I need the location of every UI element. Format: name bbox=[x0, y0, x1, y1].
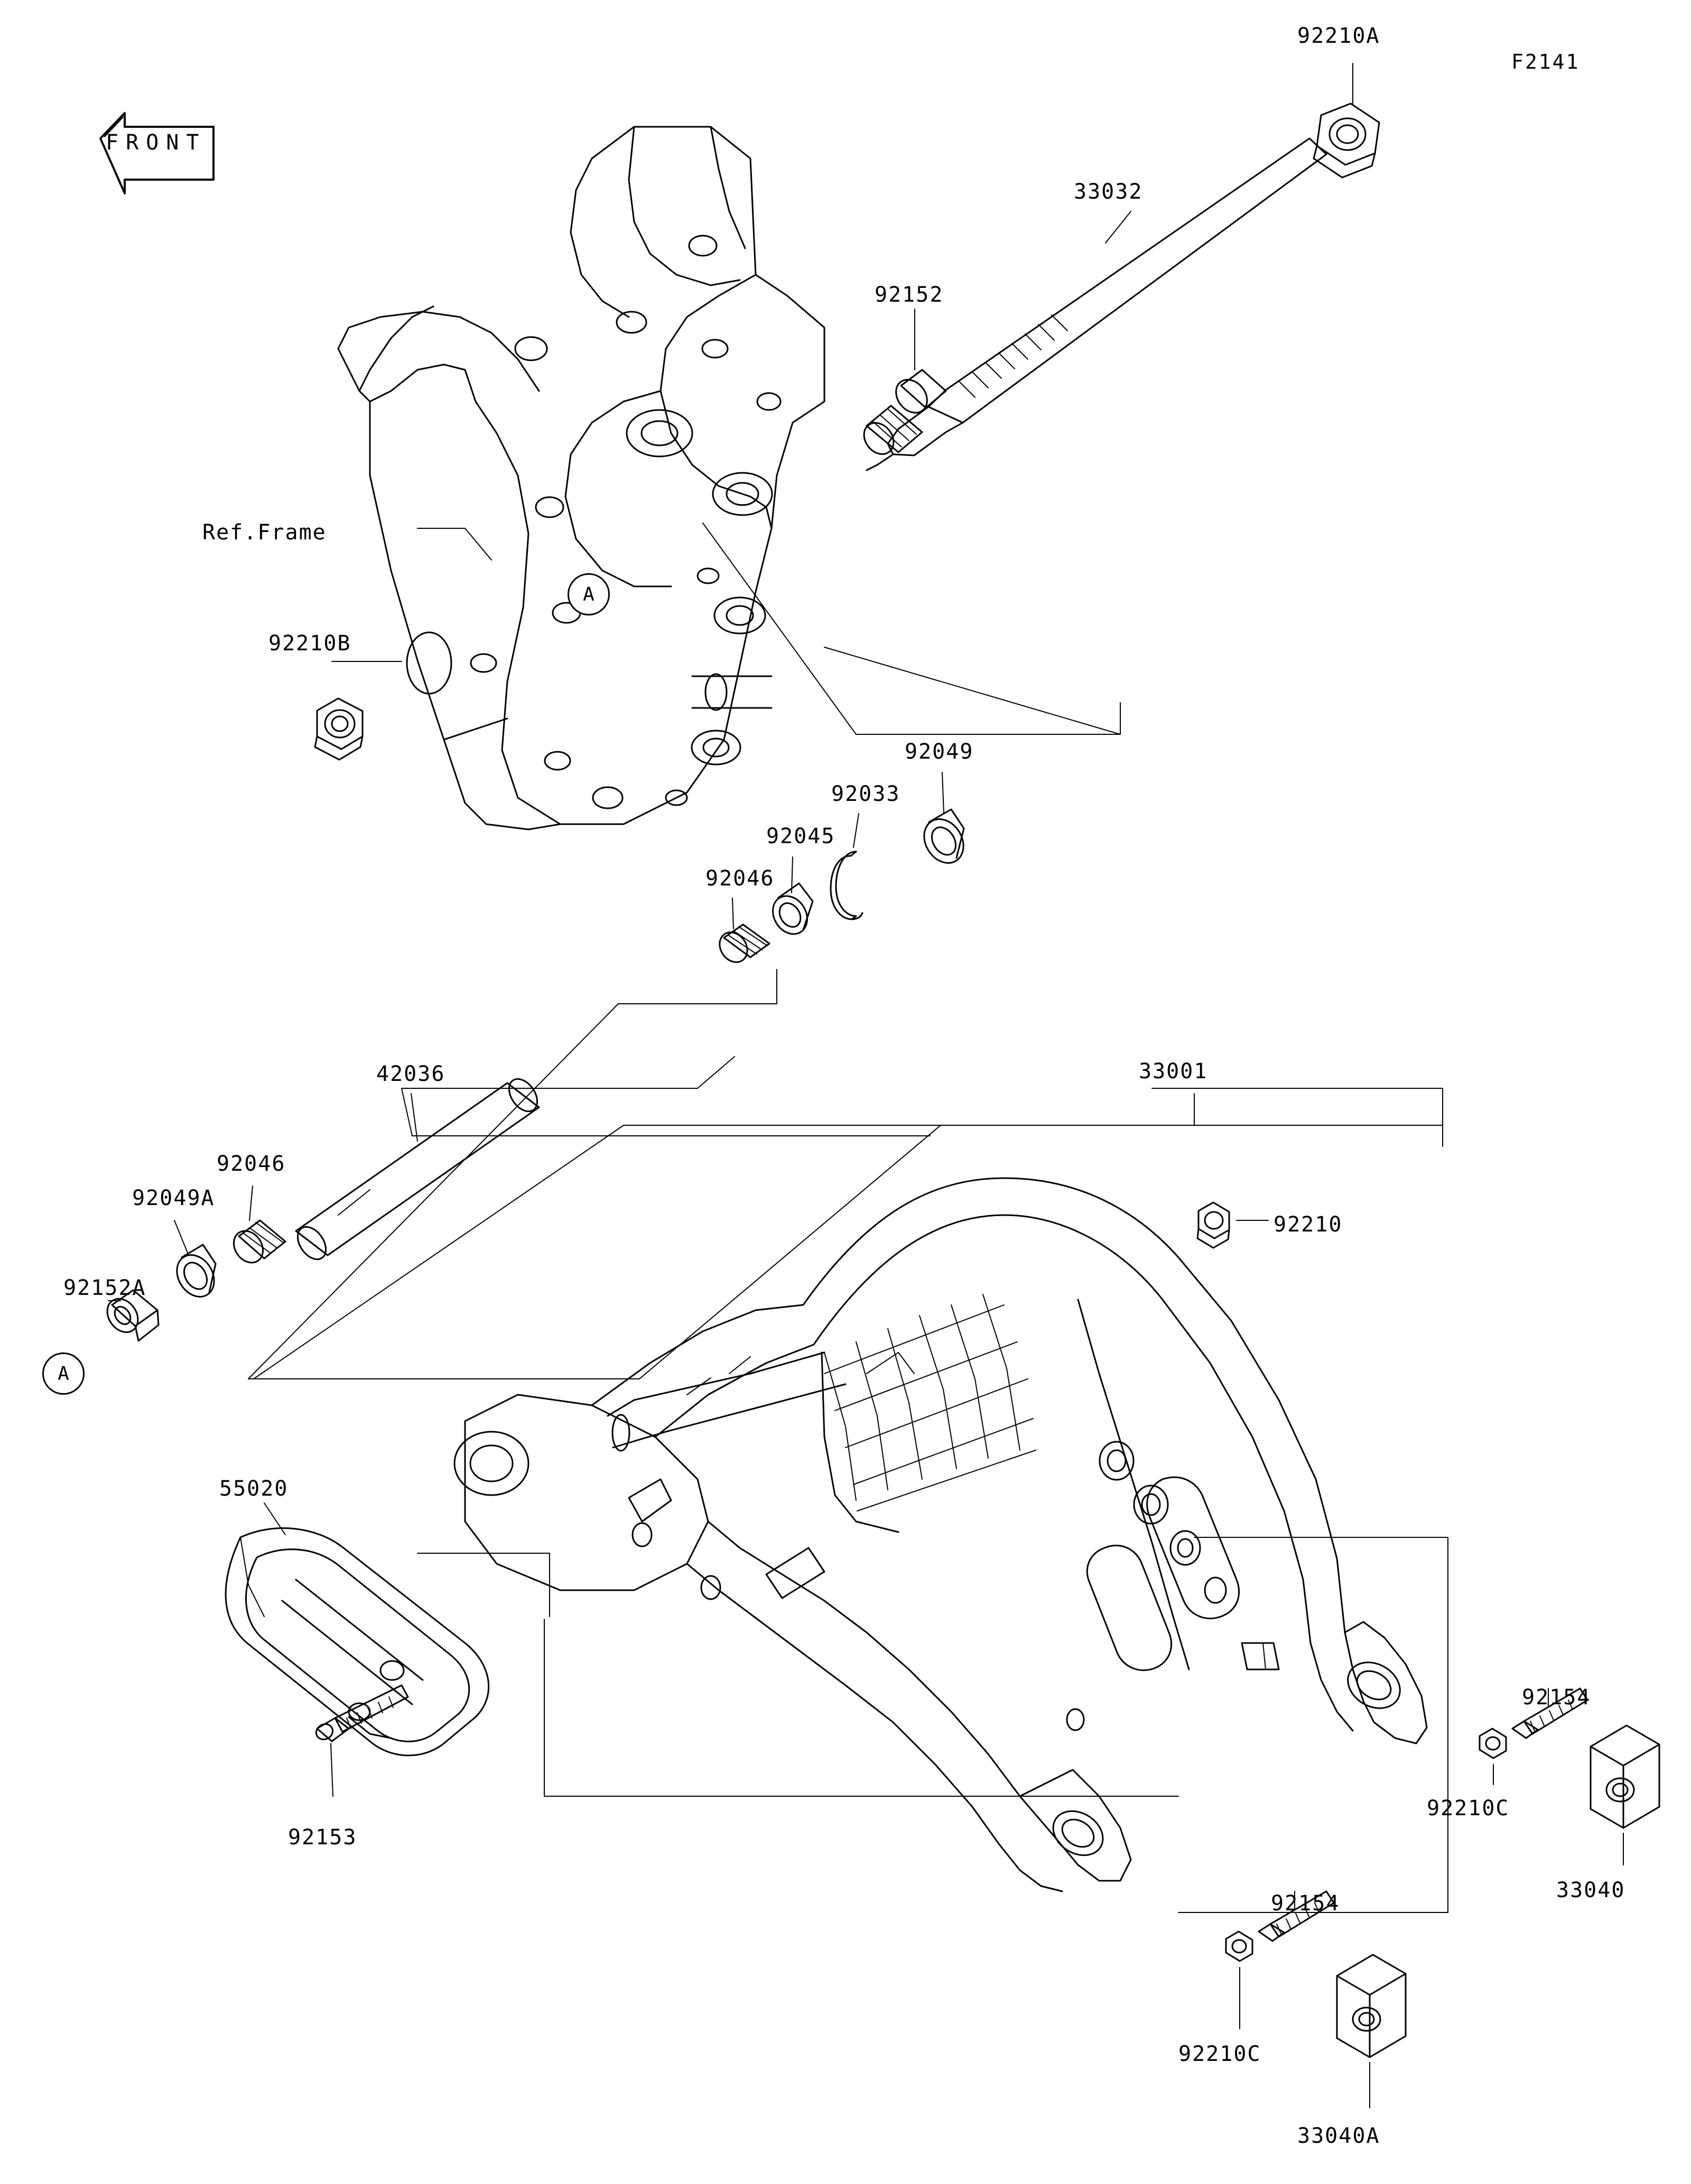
callout-33040: 33040 bbox=[1556, 1878, 1625, 1902]
callout-33032: 33032 bbox=[1074, 180, 1143, 204]
needle-bearing-92046-upper bbox=[714, 925, 769, 967]
leader-92049A bbox=[174, 1220, 188, 1254]
nut-92210B bbox=[315, 698, 363, 760]
callout-92152A: 92152A bbox=[63, 1276, 146, 1300]
callout-92210: 92210 bbox=[1274, 1212, 1343, 1237]
needle-bearing-92046-lower bbox=[228, 1220, 285, 1268]
section-mark-a-upper: A bbox=[568, 573, 610, 615]
ref-frame-outline bbox=[338, 127, 824, 829]
chain-adjuster-33040A bbox=[1337, 1955, 1406, 2057]
chain-guard-55020 bbox=[226, 1528, 489, 1756]
callout-92046-lower: 92046 bbox=[217, 1152, 286, 1176]
callout-92049A: 92049A bbox=[132, 1186, 215, 1210]
callout-92210A: 92210A bbox=[1297, 24, 1380, 48]
callout-33001: 33001 bbox=[1139, 1059, 1208, 1084]
nut-92210 bbox=[1197, 1202, 1229, 1248]
callout-92210C-upper: 92210C bbox=[1427, 1796, 1510, 1821]
callout-33040A: 33040A bbox=[1297, 2124, 1380, 2148]
sheet-code: F2141 bbox=[1511, 50, 1580, 73]
callout-92153: 92153 bbox=[288, 1825, 357, 1850]
leader-33032 bbox=[1105, 211, 1131, 243]
circlip-92033 bbox=[831, 852, 862, 919]
callout-92152: 92152 bbox=[875, 283, 944, 307]
leader-92153 bbox=[331, 1743, 333, 1796]
callout-92046-upper: 92046 bbox=[705, 866, 775, 891]
front-arrow-label-box bbox=[92, 108, 214, 180]
leader-92049 bbox=[942, 772, 944, 814]
collar-42036 bbox=[292, 1074, 543, 1265]
swingarm-web-mesh bbox=[824, 1294, 1036, 1511]
callout-92154-upper: 92154 bbox=[1522, 1685, 1591, 1710]
callout-92033: 92033 bbox=[831, 782, 900, 806]
leader-92046-lower bbox=[249, 1186, 253, 1220]
collar-92152 bbox=[858, 370, 946, 460]
callout-92045: 92045 bbox=[766, 824, 835, 848]
leader-92033 bbox=[853, 814, 859, 847]
bearing-92049 bbox=[916, 809, 971, 870]
swingarm-33001 bbox=[454, 1178, 1427, 1891]
bearing-92049A bbox=[170, 1245, 222, 1304]
callout-55020: 55020 bbox=[219, 1477, 289, 1501]
oil-seal-92045 bbox=[766, 883, 814, 940]
chain-adjuster-33040 bbox=[1591, 1725, 1659, 1828]
washer-92210C-upper bbox=[1480, 1729, 1506, 1758]
callout-ref-frame: Ref.Frame bbox=[202, 520, 327, 545]
callout-92154-lower: 92154 bbox=[1271, 1891, 1340, 1916]
leader-92046-upper bbox=[732, 898, 733, 929]
assembly-guide-lines bbox=[248, 523, 1448, 1912]
nut-92210A bbox=[1314, 104, 1379, 178]
leader-refframe bbox=[417, 528, 491, 560]
callout-92210C-lower: 92210C bbox=[1178, 2042, 1261, 2066]
callout-92049: 92049 bbox=[905, 740, 974, 764]
callout-92210B: 92210B bbox=[268, 631, 351, 656]
section-mark-a-lower: A bbox=[42, 1352, 85, 1395]
washer-92210C-lower bbox=[1226, 1931, 1252, 1961]
front-label: FRONT bbox=[106, 130, 207, 155]
callout-42036: 42036 bbox=[376, 1062, 445, 1086]
